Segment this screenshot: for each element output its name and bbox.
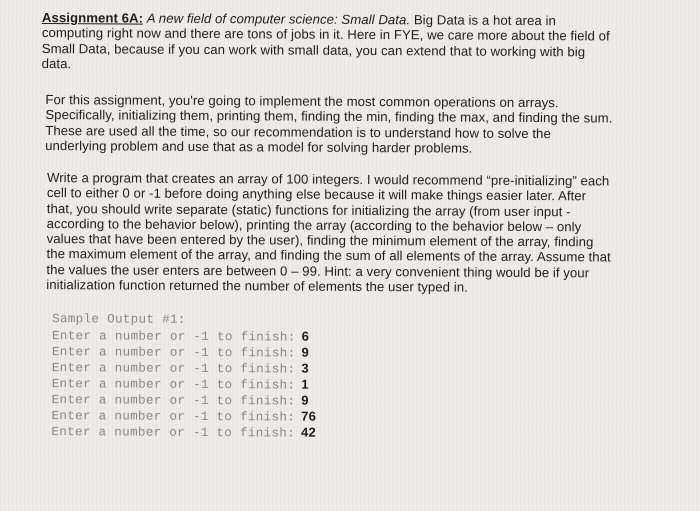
assignment-page (40, 10, 618, 441)
entered-value: 9 (301, 392, 309, 408)
sample-output-line (51, 407, 316, 425)
sample-output-block (51, 311, 316, 441)
entered-value: 76 (301, 408, 317, 424)
introduction-text: Big Data is a hot area in computing right now and there are tons of jobs in it. Here in FYE, we care more about the field of Small Data, because if you can work with small data, you can extend that to working with big data. (41, 12, 610, 72)
sample-output-title: Sample Output #1: (52, 312, 186, 327)
sample-output-line (52, 375, 317, 393)
entered-value: 9 (301, 344, 310, 360)
sample-output-line (52, 327, 317, 345)
entered-value: 3 (301, 360, 309, 376)
sample-output-line (52, 359, 317, 377)
entered-value: 6 (301, 328, 310, 344)
entered-value: 42 (300, 424, 317, 440)
prompt-text: Enter a number or -1 to finish: (51, 329, 296, 345)
prompt-text: Enter a number or -1 to finish: (51, 377, 296, 393)
assignment-subtitle: A new field of computer science: Small Data. (146, 10, 411, 28)
prompt-text: Enter a number or -1 to finish: (51, 409, 296, 425)
paragraph-requirements: Write a program that creates an array of 100 integers. I would recommend “pre-initializing” each cell to either 0 or -1 before doing anything else because it will make things easier later. After that, you should write separate (static) functions for initializing the array (from user input - according to the behavior below), printing the array (according to the behavior below – only values that have been entered by the user), finding the minimum element of the array, finding the maximum element of the array, and finding the sum of all elements of the array. Assume that the values the user enters are between 0 – 99. Hint: a very convenient thing would be if your initialization function returned the number of elements the user typed in. (46, 170, 611, 295)
sample-output-line (52, 343, 317, 361)
prompt-text: Enter a number or -1 to finish: (51, 361, 296, 377)
prompt-text: Enter a number or -1 to finish: (51, 393, 296, 409)
paragraph-overview: For this assignment, you're going to implement the most common operations on arrays. Specifically, initializing them, printing them, finding the min, finding the max, and finding the sum. These are used all the time, so our recommendation is to understand how to solve the underlying problem and use that as a model for solving harder problems. (45, 92, 613, 156)
prompt-text: Enter a number or -1 to finish: (51, 345, 296, 361)
entered-value: 1 (301, 376, 309, 392)
paragraph-introduction (42, 10, 618, 75)
sample-output-line (52, 391, 317, 409)
prompt-text: Enter a number or -1 to finish: (51, 425, 296, 441)
assignment-heading: Assignment 6A: (41, 10, 144, 26)
sample-output-line (51, 423, 316, 441)
